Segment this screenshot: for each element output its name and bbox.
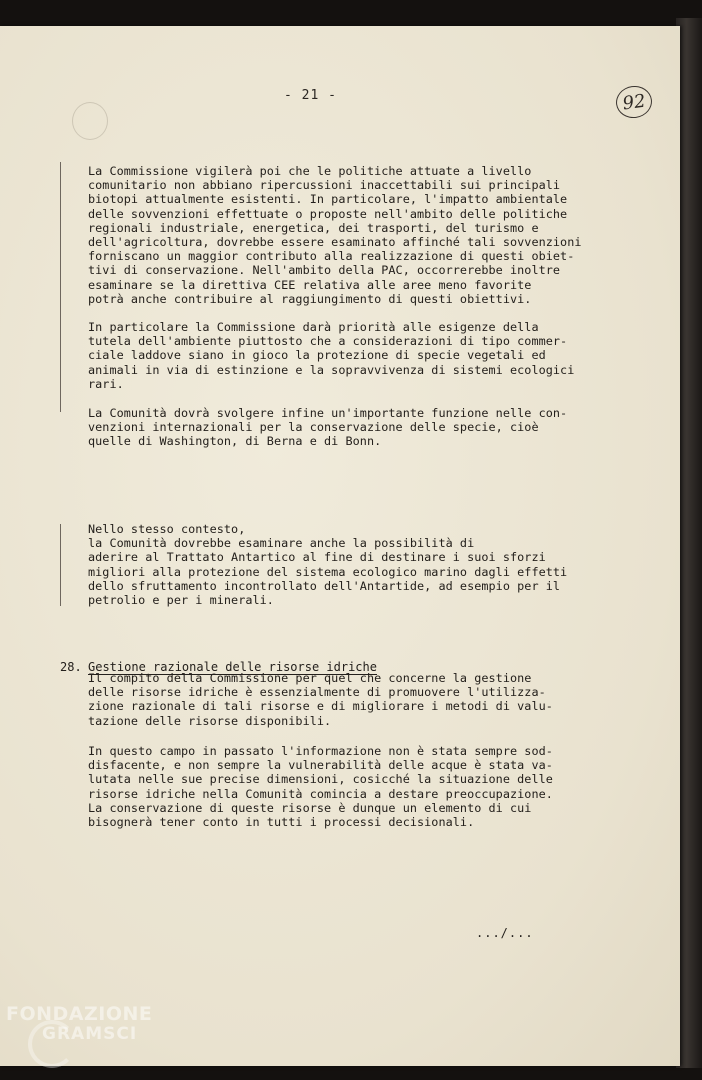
section-number: 28. (60, 660, 82, 674)
paragraph-water-task: Il compito della Commissione per quel che concerne la gestione delle risorse idriche è essenzialmente di promuovere l'utilizza- zione razionale di tali risorse e di migliorare i metodi di valu- tazione delle risorse disponibili. (88, 671, 553, 728)
paragraph-priority: In particolare la Commissione darà priorità alle esigenze della tutela dell'ambiente piuttosto che a considerazioni di tipo commer- ciale laddove siano in gioco la protezione di specie vegetali ed animali in via di estinzione e la sopravvivenza di sistemi ecologici rari. (88, 320, 575, 391)
paragraph-antarctic: Nello stesso contesto, la Comunità dovrebbe esaminare anche la possibilità di aderire al Trattato Antartico al fine di destinare i suoi sforzi migliori alla protezione del sistema ecologico marino dagli effetti dello sfruttamento incontrollato dell'Antartide, ad esempio per il petrolio e per i minerali. (88, 522, 568, 608)
watermark-line2: GRAMSCI (42, 1024, 138, 1044)
faint-stamp-mark (72, 102, 108, 140)
paragraph-conventions: La Comunità dovrà svolgere infine un'importante funzione nelle con- venzioni internazionali per la conservazione delle specie, cioè quelle di Washington, di Berna e di Bonn. (88, 406, 568, 449)
paragraph-water-info: In questo campo in passato l'informazione non è stata sempre sod- disfacente, e non sempre la vulnerabilità delle acque è stata va- lutata nelle sue precise dimensioni, cosicché la situazione delle risorse idriche nella Comunità comincia a destare preoccupazione. La conservazione di queste risorse è dunque un elemento di cui bisognerà tener conto in tutti i processi decisionali. (88, 744, 553, 830)
paragraph-biotopes: La Commissione vigilerà poi che le politiche attuate a livello comunitario non abbiano ripercussioni inaccettabili sui principali biotopi attualmente esistenti. In particolare, l'impatto ambientale delle sovvenzioni effettuate o proposte nell'ambito delle politiche regionali industriale, energetica, dei trasporti, del turismo e dell'agricoltura, dovrebbe essere esaminato affinché tali sovvenzioni forniscano un maggior contributo alla realizzazione di questi obiet- tivi di conservazione. Nell'ambito della PAC, occorrerebbe inoltre esaminare se la direttiva CEE relativa alle aree meno favorite potrà anche contribuire al raggiungimento di questi obiettivi. (88, 164, 582, 306)
document-page (0, 26, 680, 1066)
margin-revision-line (60, 162, 61, 412)
archive-number-circled: 92 (614, 84, 654, 121)
page-number: - 21 - (284, 88, 337, 103)
watermark (6, 1004, 152, 1044)
section-title: Gestione razionale delle risorse idriche (88, 660, 377, 674)
continuation-mark: .../... (476, 926, 534, 940)
watermark-line1: FONDAZIONE (6, 1003, 153, 1025)
margin-revision-line (60, 524, 61, 606)
